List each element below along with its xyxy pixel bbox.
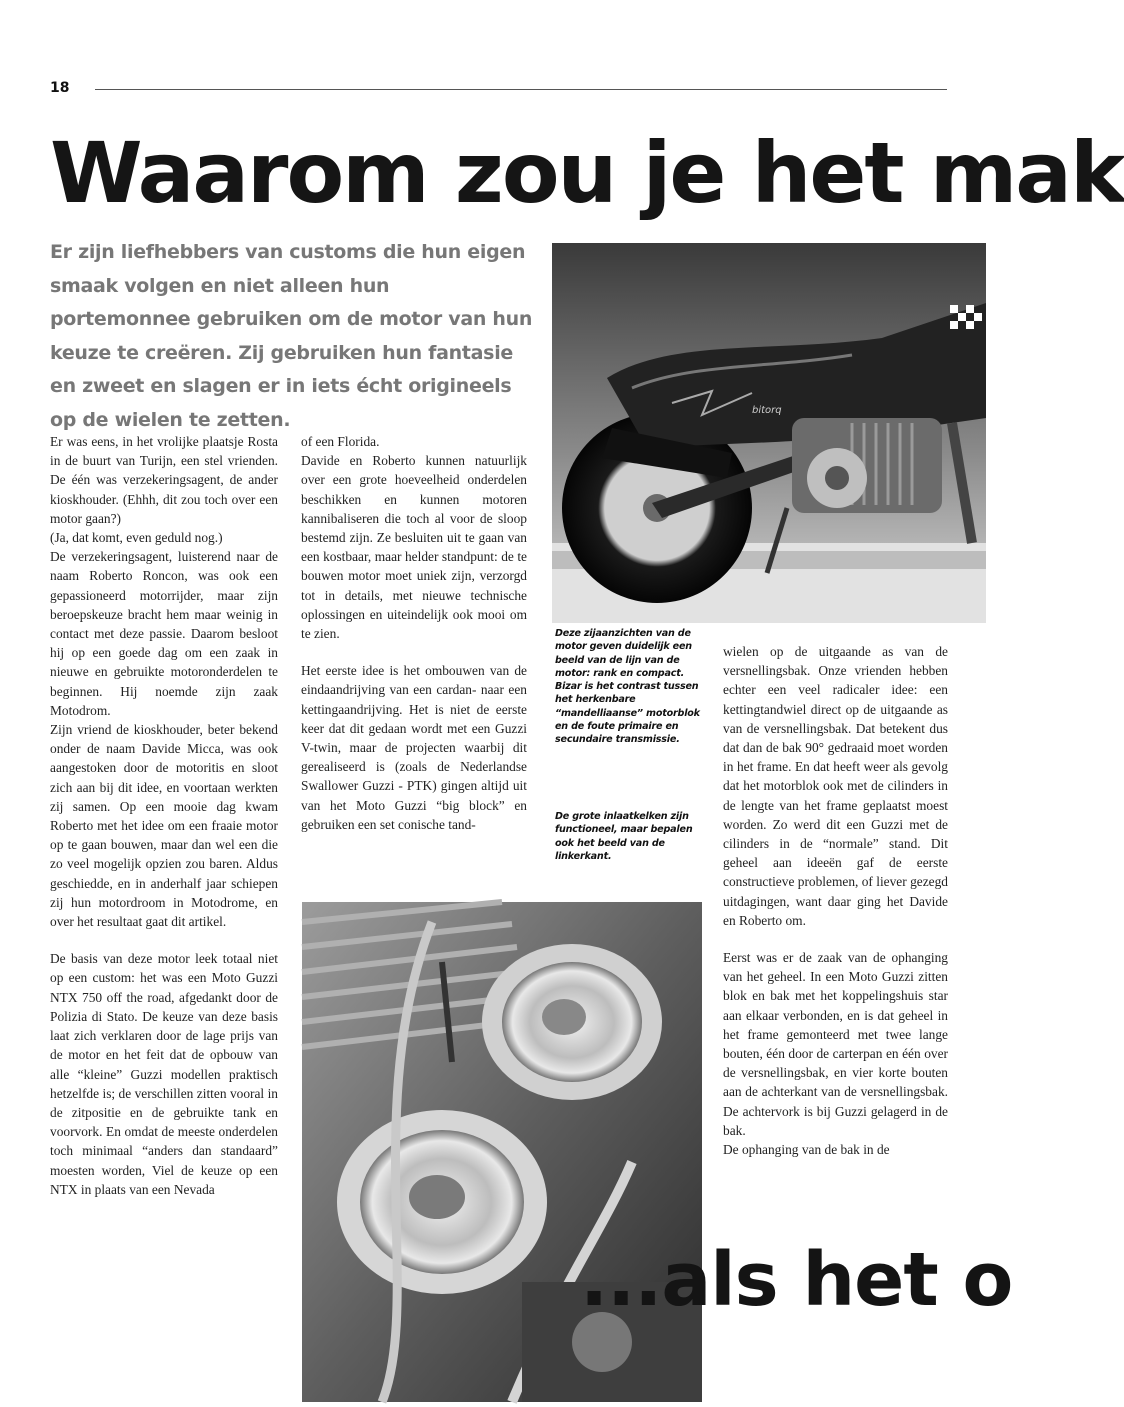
article-title: Waarom zou je het mak — [50, 124, 1124, 222]
header-rule — [95, 89, 947, 90]
motorcycle-side-photo — [552, 243, 986, 623]
intake-closeup-photo — [302, 902, 702, 1402]
paragraph: Het eerste idee is het ombouwen van de eindaandrijving van een cardan- naar een kettingaandrijving. Het is niet de eerste keer dat dit gedaan wordt met een Guzzi V-twin, maar de projecten waarbij dit gerealiseerd is (zoals de Nederlandse Swallower Guzzi - PTK) gingen altijd uit van het Moto Guzzi “big block” en gebruiken een set conische tand- — [301, 663, 527, 832]
paragraph: Eerst was er de zaak van de ophanging van het geheel. In een Moto Guzzi zitten blok en bak met het koppelingshuis star aan elkaar verbonden, en is dat geheel in het frame gemonteerd met twee lange bouten, één door de carterpan en één over de versnellingsbak, en vier korte bouten aan de achterkant van de versnellingsbak. De achtervork is bij Guzzi gelagerd in de bak. — [723, 950, 948, 1138]
caption-intake: De grote inlaatkelken zijn functioneel, maar bepalen ook het beeld van de linkerkant. — [555, 811, 693, 862]
paragraph: Davide en Roberto kunnen natuurlijk over een grote hoeveelheid onderdelen beschikken en kunnen motoren kannibaliseren die toch al voor de sloop bestemd zijn. Ze besluiten uit te gaan van een kostbaar, maar helder standpunt: de te bouwen motor moet uniek zijn, verzorgd tot in details, met nieuwe technische oplossingen en uiteindelijk ook mooi om te zien. — [301, 453, 527, 642]
continuation-title: ...als het o — [580, 1237, 1013, 1323]
paragraph: (Ja, dat komt, even geduld nog.) — [50, 530, 223, 546]
caption-side-view: Deze zijaanzichten van de motor geven duidelijk een beeld van de lijn van de motor: rank en compact. Bizar is het contrast tussen het herkenbare “mandelliaanse” motorblok en de foute primaire en secundaire transmissie. — [555, 628, 700, 746]
paragraph: De ophanging van de bak in de — [723, 1142, 890, 1158]
article-column-3 — [723, 642, 948, 1159]
paragraph: wielen op de uitgaande as van de versnellingsbak. Onze vrienden hebben echter een veel radicaler idee: een kettingtandwiel direct op de uitgaande as van de versnellingsbak. Dat betekent dus dat dan de bak 90° gedraaid moet worden in het frame. En dat heeft weer als gevolg dat het motorblok ook met de cilinders in de lengte van het frame geplaatst moest worden. Zo werd dit een Guzzi met de cilinders in de “normale” stand. Dit geheel aan ideeën gaf de eerste constructieve problemen, of liever gezegd uitdagingen, want daar ging het Davide en Roberto om. — [723, 644, 948, 928]
paragraph: Er was eens, in het vrolijke plaatsje Rosta in de buurt van Turijn, een stel vrienden. De één was verzekeringsagent, de ander kioskhouder. (Ehhh, dit zou toch over een motor gaan?) — [50, 434, 278, 526]
article-lead: Er zijn liefhebbers van customs die hun eigen smaak volgen en niet alleen hun portemonnee gebruiken om de motor van hun keuze te creëren. Zij gebruiken hun fantasie en zweet en slagen er in iets écht origineels op de wielen te zetten. — [50, 241, 533, 431]
paragraph: Zijn vriend de kioskhouder, beter bekend onder de naam Davide Micca, was ook aangestoken door de motoritis en sloot zich aan bij dit idee, en voortaan werkten zij samen. Op een mooie dag kwam Roberto met het idee om een fraaie motor op te gaan bouwen, maar dan wel een die zo veel mogelijk opzien zou baren. Aldus geschiedde, en in anderhalf jaar schiepen zij hun motordroom in Motodrome, en over het resultaat gaat dit artikel. — [50, 722, 278, 930]
tank-logo: bitorq — [752, 405, 782, 416]
article-column-1 — [50, 432, 278, 1199]
paragraph: De verzekeringsagent, luisterend naar de naam Roberto Roncon, was ook een gepassioneerd motorrijder, maar zijn beroepskeuze bracht hem maar weinig in contact met deze passie. Daarom besloot hij op een goede dag om een zaak in nieuwe en gebruikte motoronderdelen te beginnen. Hij noemde zijn zaak Motodrom. — [50, 549, 278, 718]
article-column-2 — [301, 432, 527, 834]
paragraph: of een Florida. — [301, 434, 380, 449]
page-number: 18 — [50, 80, 70, 96]
paragraph: De basis van deze motor leek totaal niet op een custom: het was een Moto Guzzi NTX 750 off the road, afgedankt door de Polizia di Stato. De keuze van deze basis laat zich verklaren door de lage prijs van de motor en het feit dat de opbouw van alle “kleine” Guzzi modellen praktisch hetzelfde is; de verschillen zitten vooral in de zitpositie en de gebruikte tank en voorvork. En omdat de meeste onderdelen toch minimaal “anders dan standaard” moesten worden, Viel de keuze op een NTX in plaats van een Nevada — [50, 951, 278, 1197]
